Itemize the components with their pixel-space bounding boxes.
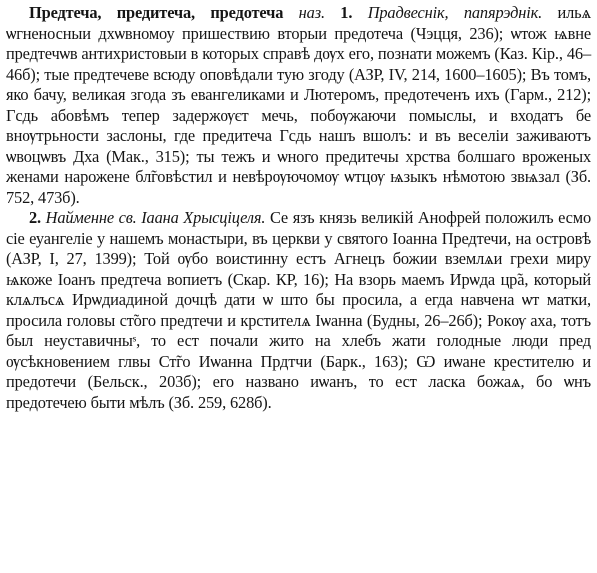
- sense-citations-2: Се язъ князь великій Анофрей положилъ есмо сіе еуангеліе у нашемъ монастыри, въ церкви у святого Іоанна Предтечи, на островѣ (АЗР, I, 27, 1399); Той ѹбо воистинну естъ Агнецъ божии вземлѧи грехи миру ѩкоже Іоанъ предтеча вопиетъ (Скар. КР, 16); На взорь маемъ Ирѡда цр̃а, который клѧлъсѧ Ирѡдиадиной дочцѣ дати ѡ што бы просила, а егда навчена ѡт матки, просила головы ст̃ого предтечи и крстителѧ Іѡанна (Будны, 26–26б); Рокѹ ахa, тотъ был неуставичныˢ, то ест почали жито на хлебъ жати голодные люди пред ѹсѣкновением глвы Ст̃го Иѡанна Прдтчи (Барк., 163); Ѡ иѡане крестителю и предотечи (Бельск., 203б); его названо иѡанъ, то ест ласка божаѧ, бо ѡнъ предотечею быти мѣлъ (Зб. 259, 628б).: [6, 208, 591, 412]
- part-of-speech: наз.: [298, 3, 325, 22]
- sense-gloss-2: Найменне св. Іаана Хрысціцеля.: [45, 208, 266, 227]
- entry-headword: Предтеча, предитеча, предотеча: [29, 3, 284, 22]
- sense-citations-1: ильѧ ѡгненосныи дхѡвномоу пришествию вторыи предотеча (Чэцця, 236); ѡтож ѩвне предтечѡв антихристовыи в которых справѣ дѹх его, познати можемъ (Каз. Кір., 46–46б); тые предтечеве всюду оповѣдали тую згоду (АЗР, IV, 214, 1600–1605); Въ томъ, яко бачу, великая згода зъ евангеликами и Лютеромъ, предотеченъ ихъ (Гарм., 212); Гсдь абовѣмъ тепер задержѹєт мечь, побѹжаючи помыслы, и входатъ бе внѹтрьности заслоны, где предитеча Гсдь нашъ вшолъ: и въ веселіи заживаютъ ѡвоцѡвъ Дха (Мак., 315); ты тежъ и ѡного предитечы хрства болшаго вроженых женами нарожене бл̃говѣстил и невѣрѹючомѹ ѡтцѹ ѩзыкъ нѣмотою звѩзал (Зб. 752, 473б).: [6, 3, 592, 207]
- sense-number-2: 2.: [29, 208, 41, 227]
- dictionary-entry-sense-1: [6, 3, 591, 208]
- dictionary-entry-sense-2: [6, 208, 591, 413]
- sense-number-1: 1.: [340, 3, 353, 22]
- sense-gloss-1: Прадвеснік, папярэднік.: [367, 3, 543, 22]
